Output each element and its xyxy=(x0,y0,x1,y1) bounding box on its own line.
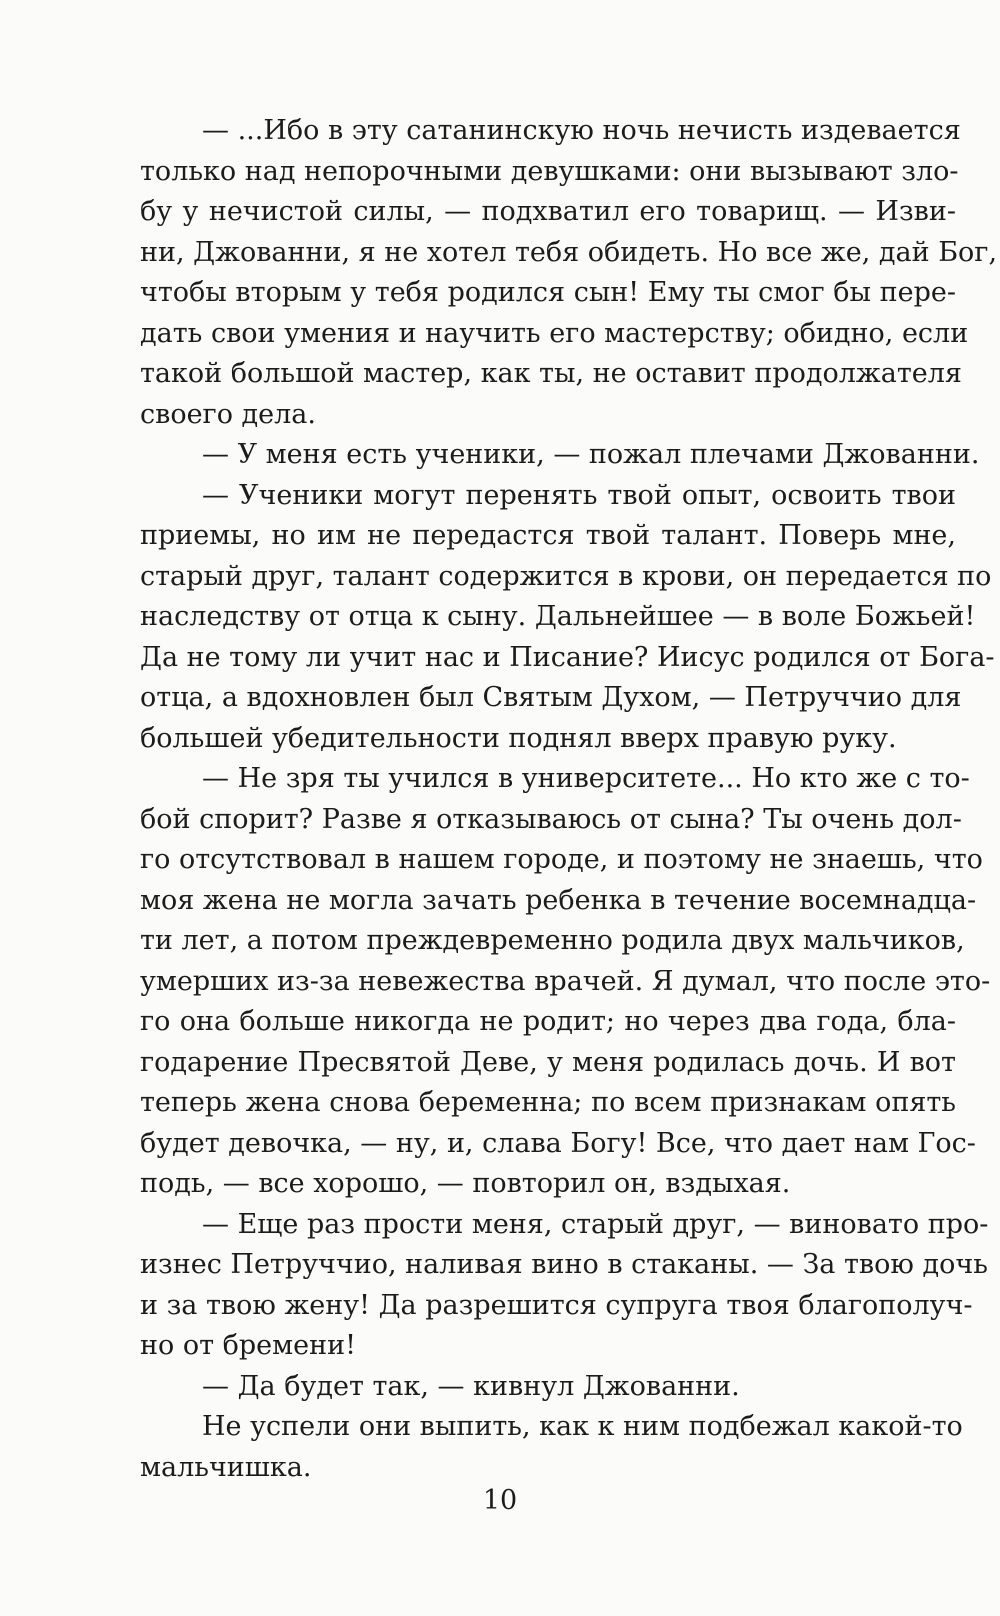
body-text xyxy=(140,111,998,1488)
text-line: такой большой мастер, как ты, не оставит продолжателя xyxy=(140,358,962,389)
text-line: изнес Петруччио, наливая вино в стаканы. — За твою дочь xyxy=(140,1249,988,1280)
text-line: — Не зря ты учился в университете... Но кто же с то- xyxy=(202,763,970,794)
text-line: своего дела. xyxy=(140,398,316,430)
text-line: только над непорочными девушками: они вызывают зло- xyxy=(140,155,959,187)
text-line: подь, — все хорошо, — повторил он, вздыхая. xyxy=(140,1168,791,1199)
text-line: но от бремени! xyxy=(140,1330,356,1361)
text-line: чтобы вторым у тебя родился сын! Ему ты смог бы пере- xyxy=(140,277,956,308)
text-line: го отсутствовал в нашем городе, и поэтому не знаешь, что xyxy=(140,844,983,875)
text-line: ти лет, а потом преждевременно родила двух мальчиков, xyxy=(140,925,965,956)
text-line: и за твою жену! Да разрешится супруга твоя благополуч- xyxy=(140,1289,973,1321)
text-line: — ...Ибо в эту сатанинскую ночь нечисть издевается xyxy=(202,115,961,146)
text-line: старый друг, талант содержится в крови, он передается по xyxy=(140,560,992,592)
text-line: Не успели они выпить, как к ним подбежал какой-то xyxy=(202,1411,963,1442)
text-line: го она больше никогда не родит; но через два года, бла- xyxy=(140,1006,956,1037)
text-line: Да не тому ли учит нас и Писание? Иисус родился от Бога- xyxy=(140,641,995,673)
text-line: мальчишка. xyxy=(140,1451,312,1483)
page-number: 10 xyxy=(482,1485,518,1516)
text-line: будет девочка, — ну, и, слава Богу! Все, что дает нам Гос- xyxy=(140,1127,976,1159)
text-line: моя жена не могла зачать ребенка в течение восемнадца- xyxy=(140,884,977,916)
text-line: дать свои умения и научить его мастерству; обидно, если xyxy=(140,317,969,349)
text-line: большей убедительности поднял вверх правую руку. xyxy=(140,722,897,754)
text-line: — У меня есть ученики, — пожал плечами Джованни. xyxy=(202,439,980,470)
text-line: отца, а вдохновлен был Святым Духом, — Петруччио для xyxy=(140,682,962,713)
text-line: — Еще раз прости меня, старый друг, — виновато про- xyxy=(202,1208,989,1240)
text-line: наследству от отца к сыну. Дальнейшее — в воле Божьей! xyxy=(140,601,976,632)
text-line: — Ученики могут перенять твой опыт, освоить твои xyxy=(202,479,956,511)
text-line: бой спорит? Разве я отказываюсь от сына? Ты очень дол- xyxy=(140,803,962,835)
text-line: — Да будет так, — кивнул Джованни. xyxy=(202,1370,740,1402)
text-line: ни, Джованни, я не хотел тебя обидеть. Но все же, дай Бог, xyxy=(140,236,998,268)
text-line: теперь жена снова беременна; по всем признакам опять xyxy=(140,1087,956,1118)
text-line: бу у нечистой силы, — подхватил его товарищ. — Изви- xyxy=(140,196,956,227)
text-line: приемы, но им не передастся твой талант. Поверь мне, xyxy=(140,520,956,551)
text-line: умерших из-за невежества врачей. Я думал, что после это- xyxy=(140,965,991,997)
text-line: годарение Пресвятой Деве, у меня родилась дочь. И вот xyxy=(140,1046,956,1078)
